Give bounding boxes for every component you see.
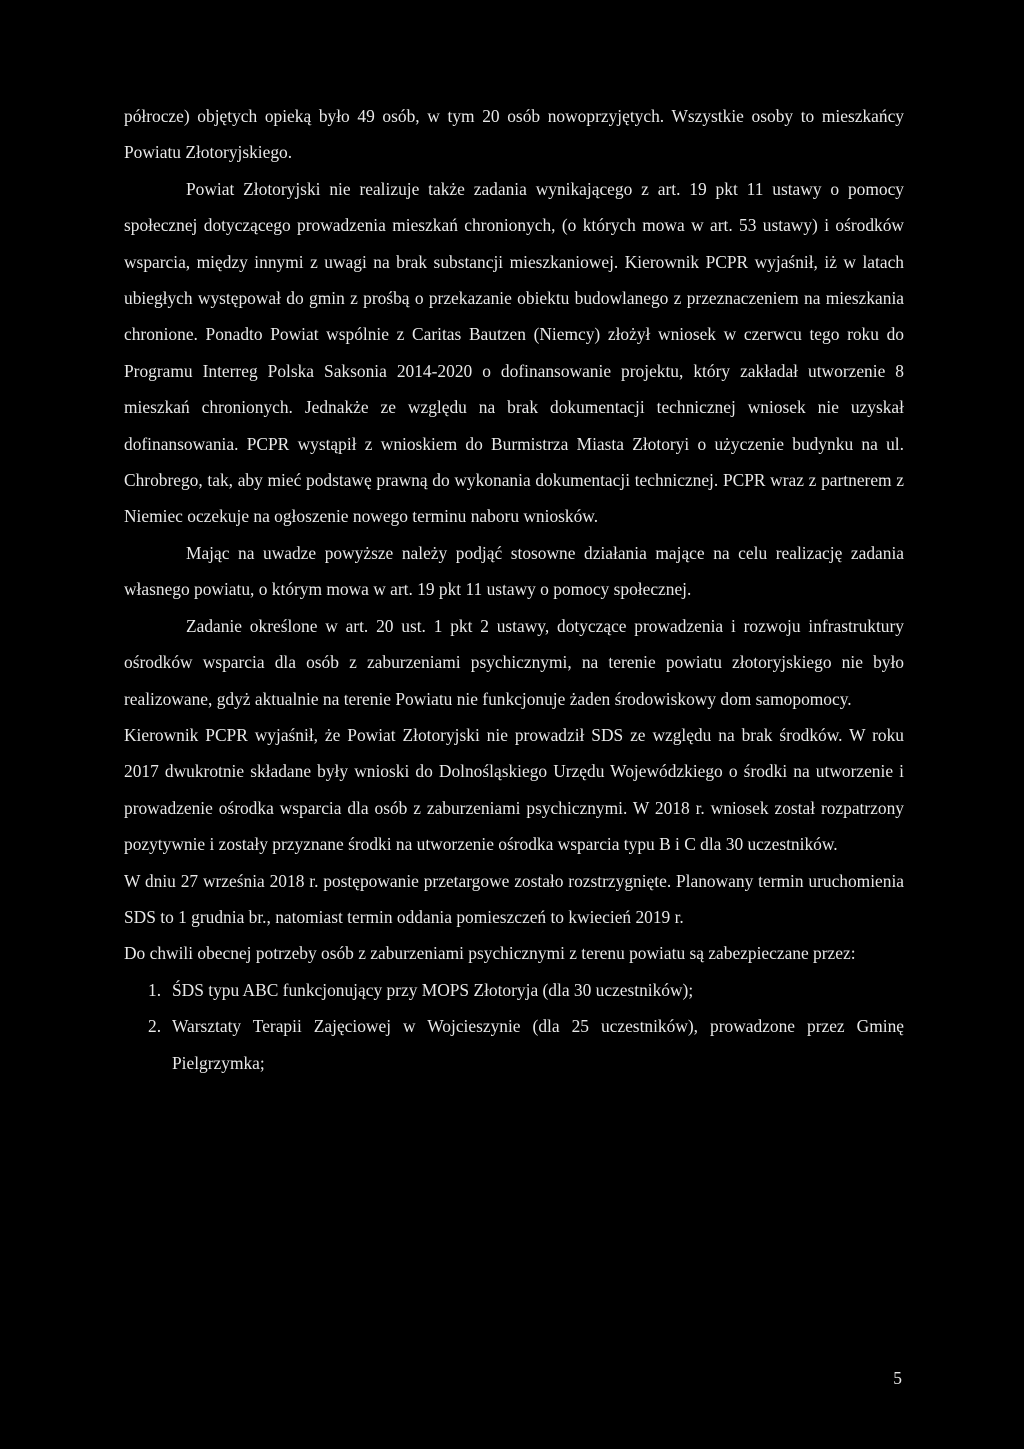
paragraph-7: Do chwili obecnej potrzeby osób z zaburzeniami psychicznymi z terenu powiatu są zabezpieczane przez: — [124, 943, 856, 964]
paragraph-4: Zadanie określone w art. 20 ust. 1 pkt 2 ustawy, dotyczące prowadzenia i rozwoju infrastruktury ośrodków wsparcia dla osób z zaburzeniami psychicznymi, na terenie powiatu złotoryjskiego nie było realizowane, gdyż aktualnie na terenie Powiatu nie funkcjonuje żaden środowiskowy dom samopomocy. — [124, 615, 904, 709]
list-item — [124, 1008, 904, 1081]
list-item — [124, 972, 904, 1008]
paragraph-6: W dniu 27 września 2018 r. postępowanie przetargowe zostało rozstrzygnięte. Planowany termin uruchomienia SDS to 1 grudnia br., natomiast termin oddania pomieszczeń to kwiecień 2019 r. — [124, 870, 904, 927]
list-item-text: ŚDS typu ABC funkcjonujący przy MOPS Złotoryja (dla 30 uczestników); — [172, 979, 694, 1000]
paragraph-3: Mając na uwadze powyższe należy podjąć stosowne działania mające na celu realizację zadania własnego powiatu, o którym mowa w art. 19 pkt 11 ustawy o pomocy społecznej. — [124, 542, 904, 600]
paragraph-1: półrocze) objętych opieką było 49 osób, w tym 20 osób nowoprzyjętych. Wszystkie osoby to mieszkańcy Powiatu Złotoryjskiego. — [124, 106, 904, 163]
page-number: 5 — [893, 1368, 902, 1388]
list-item-number: 1. — [148, 979, 162, 1000]
list-item-number: 2. — [148, 1016, 162, 1037]
numbered-list — [124, 972, 904, 1081]
paragraph-2: Powiat Złotoryjski nie realizuje także zadania wynikającego z art. 19 pkt 11 ustawy o pomocy społecznej dotyczącego prowadzenia mieszkań chronionych, (o których mowa w art. 53 ustawy) i ośrodków wsparcia, między innymi z uwagi na brak substancji mieszkaniowej. Kierownik PCPR wyjaśnił, iż w latach ubiegłych występował do gmin z prośbą o przekazanie obiektu budowlanego z przeznaczeniem na mieszkania chronione. Ponadto Powiat wspólnie z Caritas Bautzen (Niemcy) złożył wniosek w czerwcu tego roku do Programu Interreg Polska Saksonia 2014-2020 o dofinansowanie projektu, który zakładał utworzenie 8 mieszkań chronionych. Jednakże ze względu na brak dokumentacji technicznej wniosek nie uzyskał dofinansowania. PCPR wystąpił z wnioskiem do Burmistrza Miasta Złotoryi o użyczenie budynku na ul. Chrobrego, tak, aby mieć podstawę prawną do wykonania dokumentacji technicznej. PCPR wraz z partnerem z Niemiec oczekuje na ogłoszenie nowego terminu naboru wniosków. — [124, 178, 904, 527]
document-body — [124, 98, 904, 1081]
list-item-text: Warsztaty Terapii Zajęciowej w Wojcieszynie (dla 25 uczestników), prowadzone przez Gminę Pielgrzymka; — [172, 1016, 904, 1073]
paragraph-5: Kierownik PCPR wyjaśnił, że Powiat Złotoryjski nie prowadził SDS ze względu na brak środków. W roku 2017 dwukrotnie składane były wnioski do Dolnośląskiego Urzędu Wojewódzkiego o środki na utworzenie i prowadzenie ośrodka wsparcia dla osób z zaburzeniami psychicznymi. W 2018 r. wniosek został rozpatrzony pozytywnie i zostały przyznane środki na utworzenie ośrodka wsparcia typu B i C dla 30 uczestników. — [124, 724, 904, 855]
